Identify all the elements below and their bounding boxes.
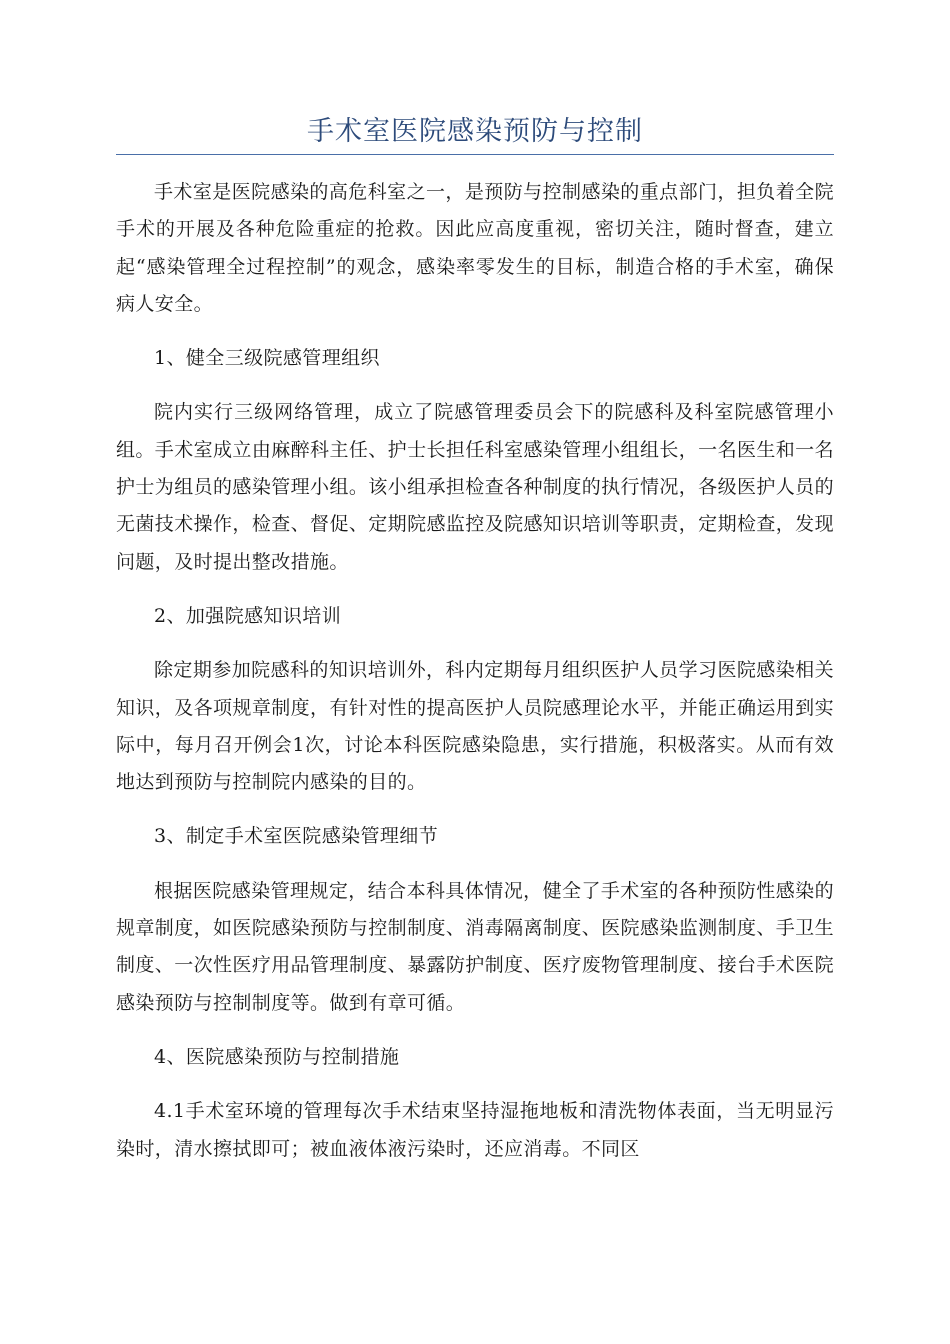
section-paragraph-4: 4.1手术室环境的管理每次手术结束坚持湿拖地板和清洗物体表面，当无明显污染时，清水擦拭即可；被血液体液污染时，还应消毒。不同区 — [116, 1100, 834, 1160]
section-heading-1: 1、健全三级院感管理组织 — [154, 347, 380, 370]
section-heading-3: 3、制定手术室医院感染管理细节 — [154, 825, 439, 848]
section-heading-4: 4、医院感染预防与控制措施 — [154, 1045, 400, 1068]
section-paragraph-1: 院内实行三级网络管理，成立了院感管理委员会下的院感科及科室院感管理小组。手术室成立由麻醉科主任、护士长担任科室感染管理小组组长，一名医生和一名护士为组员的感染管理小组。该小组承担检查各种制度的执行情况，各级医护人员的无菌技术操作，检查、督促、定期院感监控及院感知识培训等职责，定期检查，发现问题，及时提出整改措施。 — [116, 401, 834, 573]
document-title: 手术室医院感染预防与控制 — [307, 116, 643, 147]
intro-paragraph: 手术室是医院感染的高危科室之一，是预防与控制感染的重点部门，担负着全院手术的开展及各种危险重症的抢救。因此应高度重视，密切关注，随时督查，建立起“感染管理全过程控制”的观念，感染率零发生的目标，制造合格的手术室，确保病人安全。 — [116, 181, 834, 315]
section-paragraph-3: 根据医院感染管理规定，结合本科具体情况，健全了手术室的各种预防性感染的规章制度，如医院感染预防与控制制度、消毒隔离制度、医院感染监测制度、手卫生制度、一次性医疗用品管理制度、暴露防护制度、医疗废物管理制度、接台手术医院感染预防与控制制度等。做到有章可循。 — [116, 879, 834, 1014]
section-heading-2: 2、加强院感知识培训 — [154, 604, 342, 627]
document-body — [116, 174, 834, 1185]
section-paragraph-2: 除定期参加院感科的知识培训外，科内定期每月组织医护人员学习医院感染相关知识，及各项规章制度，有针对性的提高医护人员院感理论水平，并能正确运用到实际中，每月召开例会1次，讨论本科医院感染隐患，实行措施，积极落实。从而有效地达到预防与控制院内感染的目的。 — [116, 659, 834, 794]
title-underline — [116, 154, 834, 155]
